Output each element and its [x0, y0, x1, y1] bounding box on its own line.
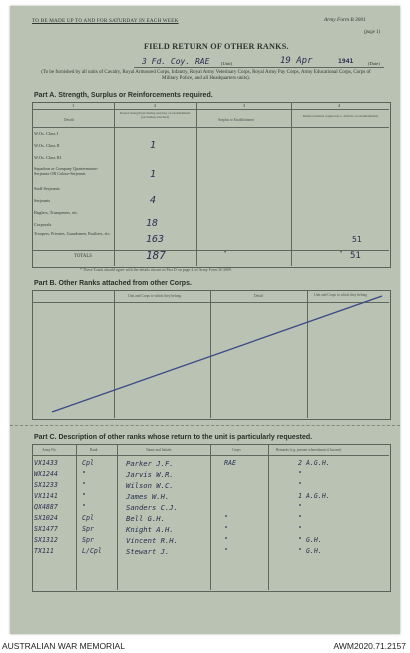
date-day: 19 Apr: [280, 56, 313, 66]
col-header-details: Details: [64, 118, 75, 122]
c-remarks: 2 A.G.H.: [298, 459, 330, 467]
c-col-div-2: [117, 444, 118, 590]
c-rank: L/Cpl: [82, 547, 102, 555]
c-col-div-1: [76, 444, 77, 590]
row-label-wo1: W.Os. Class I: [34, 131, 58, 136]
date-year: 1941: [338, 57, 354, 65]
footer-bar: [0, 637, 410, 653]
row-value-serjeants: 4: [150, 195, 157, 206]
c-header-no: Army No.: [42, 448, 57, 452]
part-a-footnote: * These Totals should agree with the details shown in Part D on page 2 of Army Form W.3009.: [80, 267, 232, 272]
row-value-cqms: 1: [150, 169, 157, 180]
page-number: (page 1): [364, 30, 381, 35]
c-header-name: Name and Initials: [146, 448, 172, 452]
c-corps: RAE: [224, 459, 236, 467]
row-label-buglers: Buglers, Trumpeters, etc.: [34, 210, 79, 215]
hdr-line-2: [32, 127, 389, 128]
unit-label: (Unit): [221, 61, 233, 66]
c-name: Wilson W.C.: [126, 481, 174, 490]
row-value-corporals: 18: [146, 218, 159, 229]
c-name: James W.H.: [126, 492, 170, 501]
c-name: Stewart J.: [126, 547, 170, 556]
c-name: Jarvis W.R.: [126, 470, 174, 479]
c-rank: ": [82, 481, 86, 489]
part-c-heading: Part C. Description of other ranks whose return to the unit is particularly requested.: [34, 434, 313, 441]
col-header-surplus: Surplus to Establishment: [218, 118, 254, 122]
c-army-no: SX1233: [34, 481, 58, 489]
c-army-no: SX1477: [34, 525, 58, 533]
document-sheet: [10, 6, 400, 634]
col-number-3: 3: [243, 103, 246, 108]
c-army-no: VX1141: [34, 492, 58, 500]
c-army-no: VX1433: [34, 459, 58, 467]
unit-value: 3 Fd. Coy. RAE: [142, 57, 210, 66]
c-corps: ": [224, 547, 228, 555]
row-label-wo2: W.Os. Class II: [34, 143, 60, 148]
col-header-reinf: Reinforcements required (i.e. deficits on establishment): [302, 114, 379, 118]
c-remarks: 1 A.G.H.: [298, 492, 330, 500]
row-label-corporals: Corporals: [34, 222, 52, 227]
c-army-no: SX1312: [34, 536, 58, 544]
c-remarks: " G.H.: [298, 536, 322, 544]
form-id: Army Form B 3001: [324, 17, 366, 23]
c-remarks: ": [298, 470, 302, 478]
col-header-strength: Posted strength (including surplus) of establishment (excluding attached): [119, 111, 191, 119]
totals-line-top: [32, 250, 389, 251]
c-corps: ": [224, 514, 228, 522]
row-label-troopers: Troopers, Privates, Guardsmen, Fusiliers, etc.: [34, 231, 111, 236]
c-rank: Cpl: [82, 514, 94, 522]
c-name: Knight A.H.: [126, 525, 174, 534]
row-label-serjeants: Serjeants: [34, 198, 51, 203]
c-header-rank: Rank: [90, 448, 98, 452]
c-remarks: ": [298, 514, 302, 522]
c-header-corps: Corps: [232, 448, 241, 452]
c-remarks: ": [298, 525, 302, 533]
footer-left: AUSTRALIAN WAR MEMORIAL: [2, 641, 125, 651]
footer-right: AWM2020.71.2157: [333, 641, 406, 651]
top-instruction: TO BE MADE UP TO AND FOR SATURDAY IN EACH WEEK: [32, 18, 179, 24]
totals-strength: 187: [146, 249, 166, 262]
c-rank: ": [82, 492, 86, 500]
row-value-wo2: 1: [150, 140, 157, 151]
totals-dot-2: •: [340, 250, 343, 256]
form-title: FIELD RETURN OF OTHER RANKS.: [144, 42, 289, 51]
c-remarks: ": [298, 503, 302, 511]
c-rank: Spr: [82, 536, 94, 544]
c-name: Sanders C.J.: [126, 503, 178, 512]
c-col-div-4: [268, 444, 269, 590]
col-number-1: 1: [72, 103, 75, 108]
c-hdr-line: [32, 455, 389, 456]
hdr-line-1: [32, 109, 389, 110]
row-value-troopers: 163: [146, 234, 165, 245]
c-remarks: " G.H.: [298, 547, 322, 555]
totals-label: TOTALS: [74, 254, 92, 259]
c-corps: ": [224, 536, 228, 544]
c-name: Bell G.H.: [126, 514, 165, 523]
c-army-no: TX111: [34, 547, 54, 555]
reinf-mark: 51: [352, 235, 362, 244]
b-header-4: Unit and Corps to which they belong: [314, 293, 368, 297]
row-label-cqms: Squadron or Company Quartermaster-Serjeants OR Colour-Serjeants: [34, 166, 99, 176]
b-header-3: Detail: [254, 294, 263, 298]
col-number-2: 2: [154, 103, 157, 108]
c-name: Parker J.F.: [126, 459, 174, 468]
c-rank: ": [82, 503, 86, 511]
b-header-2: Unit and Corps to which they belong: [128, 294, 182, 298]
part-a-heading: Part A. Strength, Surplus or Reinforcements required.: [34, 92, 213, 99]
form-instructions: (To be furnished by all units of Cavalry, Royal Armoured Corps, Infantry, Royal Army Veterinary Corps, Royal Army Pay Corps, Army Educational Corps, Corps of Military Police, and all Headquarters units).: [41, 70, 371, 81]
c-rank: Spr: [82, 525, 94, 533]
c-army-no: QX4887: [34, 503, 58, 511]
c-col-div-3: [210, 444, 211, 590]
part-b-strikethrough: [32, 290, 389, 418]
c-army-no: WX1244: [34, 470, 58, 478]
c-name: Vincent R.H.: [126, 536, 178, 545]
row-label-wo3: W.Os. Class III: [34, 155, 61, 160]
row-label-staff-sjts: Staff Serjeants: [34, 186, 60, 191]
fold-line: [10, 425, 400, 426]
c-corps: ": [224, 525, 228, 533]
col-number-4: 4: [338, 103, 341, 108]
date-line: [134, 67, 384, 68]
c-rank: Cpl: [82, 459, 94, 467]
c-rank: ": [82, 470, 86, 478]
date-label: (Date): [368, 61, 380, 66]
c-header-remarks: Remarks (e.g. present whereabouts if known): [276, 448, 342, 452]
totals-dot-1: •: [224, 250, 227, 256]
c-remarks: ": [298, 481, 302, 489]
totals-reinf: 51: [350, 251, 361, 261]
c-army-no: SX1024: [34, 514, 58, 522]
part-b-heading: Part B. Other Ranks attached from other Corps.: [34, 280, 192, 287]
